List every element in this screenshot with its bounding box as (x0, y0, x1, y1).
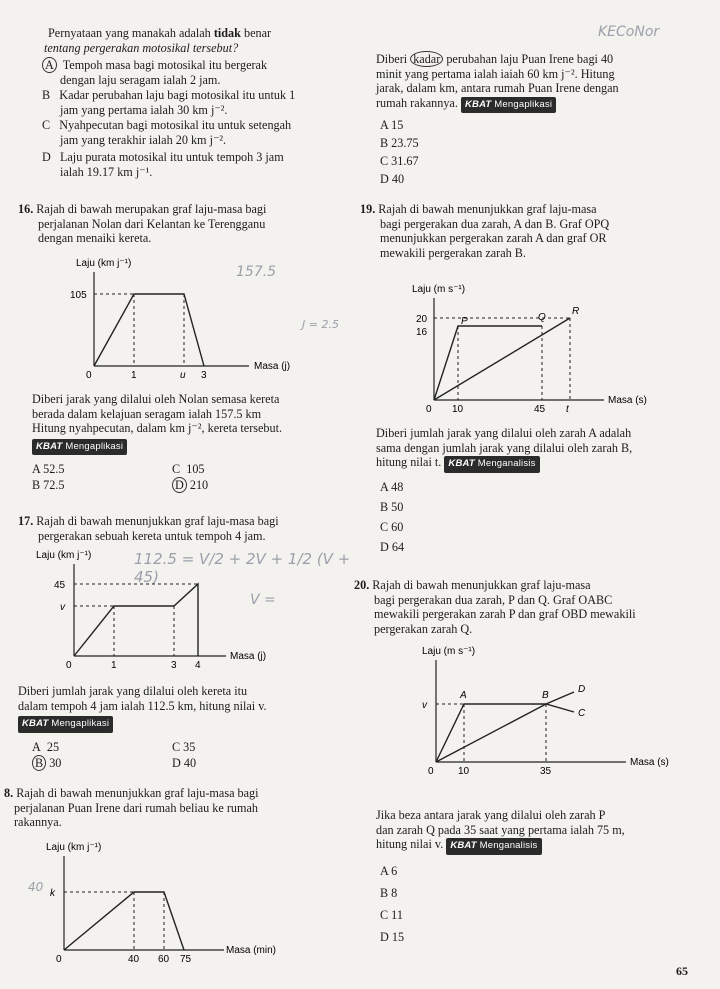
q16-tick-3: 3 (201, 370, 207, 378)
q18-graph (24, 836, 294, 966)
q20-option-a[interactable]: A 6 (380, 864, 398, 878)
q17-option-b[interactable]: B 30 (32, 756, 61, 771)
q20-tick-10: 10 (458, 766, 470, 777)
q16-kbat-badge: KBAT Mengaplikasi (32, 439, 127, 456)
q19-option-d[interactable]: D 64 (380, 540, 405, 554)
q16-graph (44, 254, 344, 378)
q17-tick-1: 1 (111, 660, 117, 670)
q17-tick-3: 3 (171, 660, 177, 670)
q20-label-a: A (460, 690, 467, 701)
q16-tick-u: u (180, 370, 186, 378)
q18-option-a[interactable]: A 15 (380, 118, 404, 132)
q17-kbat-badge: KBAT Mengaplikasi (18, 716, 113, 733)
q17-ylabel: Laju (km j⁻¹) (36, 550, 92, 561)
q17-option-a[interactable]: A 25 (32, 740, 60, 754)
q17-handwritten-v: V = (250, 592, 276, 608)
q16-line (94, 294, 204, 366)
q18-tick-0: 0 (56, 954, 62, 965)
q20-label-c: C (578, 708, 586, 719)
q17-handwritten-equation: 112.5 = V/2 + 2V + 1/2 (V + 45) (134, 550, 351, 586)
q20-tick-v: v (422, 700, 427, 711)
q19-line-opq (434, 326, 542, 400)
q19-body: Diberi jumlah jarak yang dilalui oleh zarah A adalah sama dengan jumlah jarak yang dilalui oleh zarah B, hitung nilai t. KBAT Menganalisis (376, 426, 712, 473)
q19-option-b[interactable]: B 50 (380, 500, 404, 514)
q18-continued: Diberi kadar perubahan laju Puan Irene bagi 40 minit yang pertama ialah iaiah 60 km j⁻². Hitung jarak, dalam km, antara rumah Puan Irene dengan rumah rakannya. KBAT Mengaplikasi (376, 52, 708, 113)
q20-kbat-badge: KBAT Menganalisis (446, 838, 541, 855)
q16-tick-105: 105 (70, 290, 87, 301)
q16-stem: 16. Rajah di bawah merupakan graf laju-masa bagi perjalanan Nolan dari Kelantan ke Terengganu dengan menaiki kereta. (18, 202, 267, 245)
q16-body: Diberi jarak yang dilalui oleh Nolan semasa kereta berada dalam kelajuan seragam ialah 157.5 km Hitung nyahpecutan, dalam km j⁻², kereta tersebut. KBAT Mengaplikasi (32, 392, 362, 455)
q17-option-c[interactable]: C 35 (172, 740, 196, 754)
q18-tick-40: 40 (128, 954, 140, 965)
q18-kbat-badge: KBAT Mengaplikasi (461, 97, 556, 114)
q16-option-d[interactable]: D 210 (172, 478, 208, 493)
q17-line (74, 584, 198, 656)
q18-tick-k: k (50, 888, 55, 899)
q19-tick-0: 0 (426, 404, 432, 415)
q19-ylabel: Laju (m s⁻¹) (412, 284, 466, 295)
q17-xlabel: Masa (j) (230, 651, 267, 662)
q17-tick-45: 45 (54, 580, 66, 591)
q15-option-c[interactable]: C Nyahpecutan bagi motosikal itu untuk setengah jam yang terakhir ialah 20 km j⁻². (42, 118, 292, 147)
q20-ylabel: Laju (m s⁻¹) (422, 646, 476, 657)
q20-graph (402, 642, 702, 778)
q20-option-d[interactable]: D 15 (380, 930, 405, 944)
q19-tick-t: t (566, 404, 569, 415)
q16-xlabel: Masa (j) (254, 361, 291, 372)
top-handwritten-note: KECoNor (598, 24, 660, 40)
q19-label-r: R (572, 306, 580, 317)
q17-graph (24, 546, 284, 670)
q19-option-c[interactable]: C 60 (380, 520, 404, 534)
q18-option-b[interactable]: B 23.75 (380, 136, 419, 150)
q20-line-obd (436, 692, 574, 762)
q18-xlabel: Masa (min) (226, 945, 277, 956)
q15-stem: Pernyataan yang manakah adalah tidak benar tentang pergerakan motosikal tersebut? (44, 26, 272, 55)
q20-stem: 20. Rajah di bawah menunjukkan graf laju-masa bagi pergerakan dua zarah, P dan Q. Graf OABC mewakili pergerakan zarah P dan graf OBD mewakili pergerakan zarah Q. (354, 578, 636, 636)
q20-label-b: B (542, 690, 549, 701)
q17-tick-0: 0 (66, 660, 72, 670)
q20-tick-0: 0 (428, 766, 434, 777)
q19-tick-45: 45 (534, 404, 546, 415)
q19-tick-10: 10 (452, 404, 464, 415)
q20-line-oabc (436, 704, 574, 762)
q17-tick-v: v (60, 602, 65, 613)
q18-ylabel: Laju (km j⁻¹) (46, 842, 102, 853)
q18-option-c[interactable]: C 31.67 (380, 154, 419, 168)
q20-option-b[interactable]: B 8 (380, 886, 398, 900)
q19-option-a[interactable]: A 48 (380, 480, 404, 494)
q18-line (64, 892, 184, 950)
q18-tick-75: 75 (180, 954, 192, 965)
q18-tick-60: 60 (158, 954, 170, 965)
q16-handwritten-note: 157.5 (236, 264, 277, 280)
q19-tick-16: 16 (416, 327, 428, 338)
q19-kbat-badge: KBAT Menganalisis (444, 456, 539, 473)
q19-graph (382, 280, 702, 420)
q17-option-d[interactable]: D 40 (172, 756, 197, 770)
q16-tick-1: 1 (131, 370, 137, 378)
q16-option-a[interactable]: A 52.5 (32, 462, 65, 476)
q18-stem: 8. Rajah di bawah menunjukkan graf laju-masa bagi perjalanan Puan Irene dari rumah beliau ke rumah rakannya. (4, 786, 259, 829)
q19-tick-20: 20 (416, 314, 428, 325)
q16-ylabel: Laju (km j⁻¹) (76, 258, 132, 269)
q18-handwritten-40: 40 (28, 880, 44, 894)
q17-body: Diberi jumlah jarak yang dilalui oleh kereta itu dalam tempoh 4 jam ialah 112.5 km, hitung nilai v. KBAT Mengaplikasi (18, 684, 354, 733)
q20-option-c[interactable]: C 11 (380, 908, 403, 922)
q15-option-b[interactable]: B Kadar perubahan laju bagi motosikal itu untuk 1 jam yang pertama ialah 30 km j⁻². (42, 88, 296, 117)
q17-tick-4: 4 (195, 660, 201, 670)
q20-body: Jika beza antara jarak yang dilalui oleh zarah P dan zarah Q pada 35 saat yang pertama ialah 75 m, hitung nilai v. KBAT Menganalisis (376, 808, 712, 855)
q19-stem: 19. Rajah di bawah menunjukkan graf laju-masa bagi pergerakan dua zarah, A dan B. Graf OPQ menunjukkan pergerakan zarah A dan graf OR mewakili pergerakan zarah B. (360, 202, 610, 260)
q16-option-b[interactable]: B 72.5 (32, 478, 65, 492)
q19-label-p: P (461, 316, 468, 327)
q20-label-d: D (578, 684, 586, 695)
q20-tick-35: 35 (540, 766, 552, 777)
q16-tick-0: 0 (86, 370, 92, 378)
q20-xlabel: Masa (s) (630, 757, 669, 768)
q15-option-d[interactable]: D Laju purata motosikal itu untuk tempoh 3 jam ialah 19.17 km j⁻¹. (42, 150, 284, 179)
q17-stem: 17. Rajah di bawah menunjukkan graf laju-masa bagi pergerakan sebuah kereta untuk tempoh 4 jam. (18, 514, 279, 543)
q16-handwritten-note-2: J = 2.5 (302, 318, 339, 331)
q16-option-c[interactable]: C 105 (172, 462, 205, 476)
q15-option-a[interactable]: A Tempoh masa bagi motosikal itu bergerak dengan laju seragam ialah 2 jam. (42, 58, 362, 87)
q19-label-q: Q (538, 312, 546, 323)
q19-xlabel: Masa (s) (608, 395, 647, 406)
q18-option-d[interactable]: D 40 (380, 172, 405, 186)
q19-line-or (434, 318, 570, 400)
page-number: 65 (676, 964, 688, 978)
